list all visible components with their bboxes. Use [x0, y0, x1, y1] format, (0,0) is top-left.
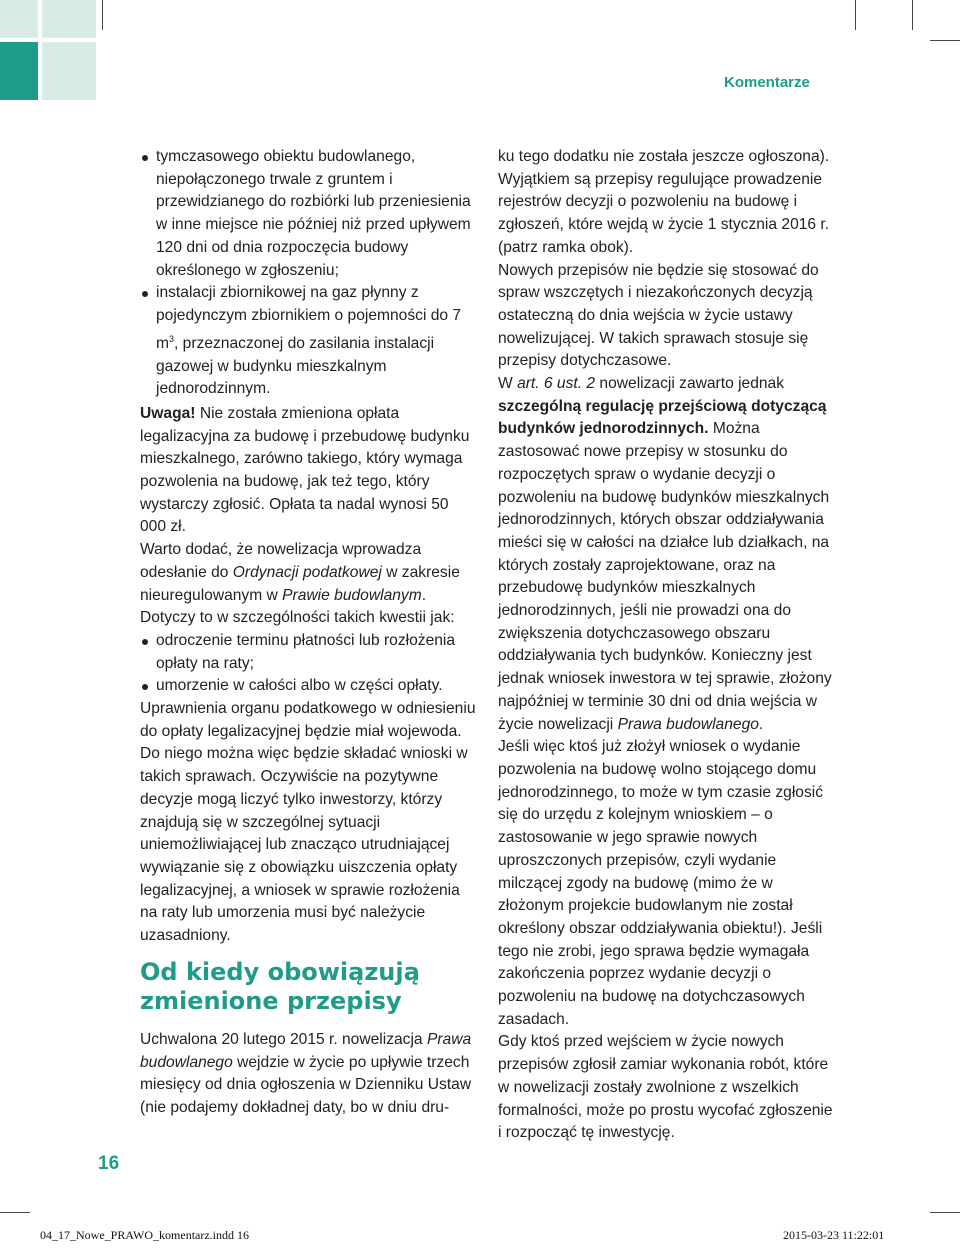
paragraph: W art. 6 ust. 2 nowelizacji zawarto jednak szczególną regulację przejściową dotyczącą budynków jednorodzinnych. Można zastosować nowe przepisy w stosunku do rozpoczętych spraw o wydanie decyzji o pozwoleniu na budowę budynków mieszkalnych jednorodzinnych, których obszar oddziaływania mieści się w całości na działce lub działkach, na których zostały zaprojektowane, oraz na przebudowę budynków mieszkalnych jednorodzinnych, jeśli nie prowadzi ona do zwiększenia dotychczasowego obszaru oddziaływania tych budynków. Konieczny jest jednak wniosek inwestora w tej sprawie, złożony najpóźniej w terminie 30 dni od dnia wejścia w życie nowelizacji Prawa budowlanego.	[498, 375, 832, 733]
footer-timestamp: 2015-03-23 11:22:01	[783, 1228, 885, 1242]
left-column-bottom	[140, 1029, 478, 1120]
crop-mark	[930, 1212, 960, 1213]
list-item: umorzenie w całości albo w części opłaty.	[140, 675, 478, 698]
paragraph: Warto dodać, że nowelizacja wprowadza odesłanie do Ordynacji podatkowej w zakresie nieuregulowanym w Prawie budowlanym.	[140, 541, 460, 604]
page-number: 16	[98, 1153, 120, 1174]
paragraph: Uchwalona 20 lutego 2015 r. nowelizacja Prawa budowlanego wejdzie w życie po upływie trzech miesięcy od dnia ogłoszenia w Dzienniku Ustaw (nie podajemy dokładnej daty, bo w dniu dru-	[140, 1031, 472, 1117]
paragraph: Jeśli więc ktoś już złożył wniosek o wydanie pozwolenia na budowę wolno stojącego domu jednorodzinnego, to może w tym czasie zgłosić się do urzędu z kolejnym wnioskiem – o zastosowanie w jego sprawie nowych uproszczonych przepisów, czyli wydanie milczącej zgody na budowę (mimo że w złożonym projekcie budowlanym nie został określony obszar oddziaływania obiektu!). Jeśli tego nie zrobi, jego sprawa będzie wymagała zakończenia poprzez wydanie decyzji o pozwoleniu na budowę na dotychczasowych zasadach.	[498, 738, 824, 1028]
header-tile-light-2	[42, 0, 96, 38]
left-column	[140, 146, 478, 948]
footer-file: 04_17_Nowe_PRAWO_komentarz.indd 16	[40, 1228, 250, 1242]
section-label: Komentarze	[724, 74, 810, 91]
paragraph: ku tego dodatku nie została jeszcze ogłoszona). Wyjątkiem są przepisy regulujące prowadzenie rejestrów decyzji o pozwoleniu na budowę i zgłoszeń, które wejdą w życie 1 stycznia 2016 r. (patrz ramka obok).	[498, 148, 830, 256]
paragraph: Nowych przepisów nie będzie się stosować do spraw wszczętych i niezakończonych decyzją ostateczną do dnia wejścia w życie ustawy nowelizującej. W takich sprawach stosuje się przepisy dotychczasowe.	[498, 261, 819, 370]
paragraph: Dotyczy to w szczególności takich kwestii jak:	[140, 609, 455, 627]
section-heading: Od kiedy obowiązują zmienione przepisy	[140, 958, 420, 1015]
list-item: odroczenie terminu płatności lub rozłożenia opłaty na raty;	[140, 630, 478, 675]
crop-mark	[855, 0, 856, 30]
crop-mark	[912, 0, 913, 30]
right-column	[498, 146, 834, 1145]
crop-mark	[102, 0, 103, 30]
list-item: instalacji zbiornikowej na gaz płynny z pojedynczym zbiornikiem o pojemności do 7 $m^3$, przeznaczonej do zasilania instalacji gazowej w budynku mieszkalnym jednorodzinnym.	[140, 282, 478, 401]
header-tile-light-3	[42, 42, 96, 100]
header-tile-dark	[0, 42, 38, 100]
crop-mark	[0, 1212, 30, 1213]
crop-mark	[930, 40, 960, 41]
note-label: Uwaga!	[140, 404, 196, 422]
list-item: tymczasowego obiektu budowlanego, niepołączonego trwale z gruntem i przewidzianego do rozbiórki lub przeniesienia w inne miejsce nie później niż przed upływem 120 dni od dnia rozpoczęcia budowy określonego w zgłoszeniu;	[140, 146, 478, 282]
paragraph: Uprawnienia organu podatkowego w odniesieniu do opłaty legalizacyjnej będzie miał wojewoda. Do niego można więc będzie składać wnioski w takich sprawach. Oczywiście na pozytywne decyzje mogą liczyć tylko inwestorzy, którzy znajdują się w szczególnej sytuacji uniemożliwiającej lub znacząco utrudniającej wywiązanie się z obowiązku uiszczenia opłaty legalizacyjnej, a wniosek w sprawie rozłożenia na raty lub umorzenia musi być należycie uzasadniony.	[140, 700, 476, 945]
note-paragraph: Uwaga! Nie została zmieniona opłata legalizacyjna za budowę i przebudowę budynku mieszkalnego, zarówno takiego, który wymaga pozwolenia na budowę, jak też tego, który wystarczy zgłosić. Opłata ta nadal wynosi 50 000 zł.	[140, 404, 470, 536]
highlight-text: szczególną regulację przejściową dotyczącą budynków jednorodzinnych.	[498, 397, 827, 438]
paragraph: Gdy ktoś przed wejściem w życie nowych przepisów zgłosił zamiar wykonania robót, które w nowelizacji zostały zwolnione z wszelkich formalności, może po prostu wycofać zgłoszenie i rozpocząć tę inwestycję.	[498, 1033, 833, 1142]
header-tile-light-1	[0, 0, 38, 38]
